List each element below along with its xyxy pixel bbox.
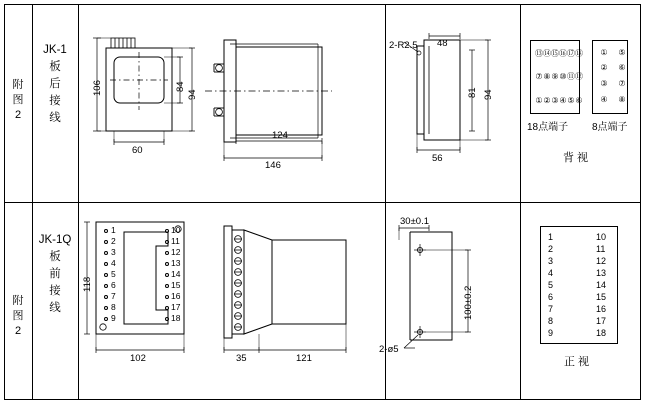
row2-dim-121: 121 <box>296 353 312 364</box>
row1-terminal-label-8: 8点端子 <box>592 122 628 133</box>
row2-front-num-left: 9 <box>111 313 116 323</box>
row1-terminal-num: ⑭ <box>543 49 551 58</box>
row1-terminal-num: ⑬ <box>535 49 543 58</box>
row2-terminal-dot <box>104 295 108 299</box>
row1-terminal-num: ⑰ <box>567 49 575 58</box>
row2-terminal-num-right: 15 <box>596 292 607 302</box>
row1-terminal-label-18: 18点端子 <box>527 122 569 133</box>
row2-name-line3: 接 <box>49 285 61 297</box>
row1-terminal-num: ⑯ <box>559 49 567 58</box>
row1-terminal-num: ⑪ <box>567 72 575 81</box>
row1-name-line1: 板 <box>49 61 61 73</box>
row2-terminal-num-right: 18 <box>596 328 607 338</box>
row2-terminal-num-right: 14 <box>596 280 607 290</box>
row1-tag-line3: 2 <box>14 109 22 121</box>
row2-front-num-right: 11 <box>171 236 180 246</box>
row1-dim-94b: 94 <box>483 89 494 100</box>
row2-tag-line3: 2 <box>14 325 22 337</box>
row2-front-num-right: 18 <box>171 313 181 323</box>
row2-terminal-dot <box>165 306 169 310</box>
row1-dim-94: 94 <box>187 89 198 100</box>
row2-terminal-num-left: 1 <box>548 232 554 242</box>
row2-name-line4: 线 <box>49 302 61 314</box>
row2-terminal-dot <box>165 284 169 288</box>
row1-terminal-num: ⑧ <box>543 72 551 81</box>
row2-terminal-num-right: 10 <box>596 232 607 242</box>
row1-name-line2: 后 <box>49 78 61 90</box>
row2-terminal-dot <box>104 306 108 310</box>
row1-dim-84: 84 <box>175 81 186 92</box>
row1-terminal-num: ⑨ <box>551 72 559 81</box>
row2-terminal-num-right: 12 <box>596 256 607 266</box>
row1-terminal-num: ⑫ <box>575 72 583 81</box>
row2-terminal-num-left: 3 <box>548 256 554 266</box>
row2-terminal-num-left: 4 <box>548 268 554 278</box>
row1-terminal-num: ⑤ <box>567 96 575 105</box>
row2-front-num-left: 5 <box>111 269 116 279</box>
row2-front-num-right: 12 <box>171 247 181 257</box>
row2-front-num-right: 13 <box>171 258 181 268</box>
row2-terminal-num-left: 5 <box>548 280 554 290</box>
row1-terminal-num-8: ⑦ <box>618 79 626 88</box>
row2-terminal-dot <box>104 284 108 288</box>
row1-model-label: JK-1 <box>43 44 67 56</box>
row1-terminal-num: ⑱ <box>575 49 583 58</box>
row2-dim-118: 118 <box>82 276 93 292</box>
row2-terminal-dot <box>165 295 169 299</box>
row1-dim-146: 146 <box>265 160 281 171</box>
row1-terminal-num-8: ③ <box>600 79 608 88</box>
row1-dim-81: 81 <box>467 87 478 98</box>
row2-terminal-dot <box>165 229 169 233</box>
row2-front-num-left: 3 <box>111 247 116 257</box>
row2-terminal-num-left: 2 <box>548 244 554 254</box>
row2-terminal-dot <box>165 317 169 321</box>
row1-terminal-num-8: ① <box>600 48 608 57</box>
row2-dim-100: 100±0.2 <box>463 285 474 320</box>
row2-front-num-right: 17 <box>171 302 181 312</box>
row2-front-num-left: 1 <box>111 225 116 235</box>
row2-front-num-right: 16 <box>171 291 181 301</box>
row2-view-label: 正 视 <box>564 356 590 368</box>
row1-terminal-num-8: ⑤ <box>618 48 626 57</box>
row2-name-line2: 前 <box>49 268 61 280</box>
row2-terminal-dot <box>104 240 108 244</box>
row2-terminal-dot <box>165 273 169 277</box>
row1-name-line4: 线 <box>49 112 61 124</box>
row1-terminal-num-8: ⑧ <box>618 95 626 104</box>
row2-dim-30: 30±0.1 <box>400 216 429 227</box>
row2-terminal-num-right: 16 <box>596 304 607 314</box>
row2-terminal-num-left: 9 <box>548 328 554 338</box>
row2-terminal-dot <box>104 229 108 233</box>
row1-dim-60: 60 <box>132 145 143 156</box>
row2-tag <box>4 294 32 339</box>
row1-dim-124: 124 <box>272 130 288 141</box>
row2-front-num-left: 7 <box>111 291 116 301</box>
row1-dim-56: 56 <box>432 153 443 164</box>
row1-terminal-num: ④ <box>559 96 567 105</box>
row1-name-line3: 接 <box>49 95 61 107</box>
row2-terminal-dot <box>104 273 108 277</box>
row2-terminal-num-left: 8 <box>548 316 554 326</box>
row2-front-num-left: 6 <box>111 280 116 290</box>
row2-front-num-right: 10 <box>171 225 181 235</box>
row2-front-num-left: 2 <box>111 236 116 246</box>
row2-front-num-right: 14 <box>171 269 181 279</box>
row2-dim-102: 102 <box>130 353 146 364</box>
row1-dim-r25: 2-R2.5 <box>389 40 418 51</box>
row1-terminal-num: ⑦ <box>535 72 543 81</box>
row2-front-num-left: 4 <box>111 258 116 268</box>
row2-terminal-dot <box>165 262 169 266</box>
row1-terminal-num: ⑩ <box>559 72 567 81</box>
row2-tag-line1: 附 <box>12 295 24 307</box>
row2-front-num-right: 15 <box>171 280 181 290</box>
row2-terminal-num-left: 6 <box>548 292 554 302</box>
row2-dim-2xo5: 2-ø5 <box>379 344 399 355</box>
row2-name-line1: 板 <box>49 251 61 263</box>
row1-terminal-num: ③ <box>551 96 559 105</box>
row1-terminal-num: ⑮ <box>551 49 559 58</box>
row2-tag-line2: 图 <box>12 310 24 322</box>
row1-tag-line2: 图 <box>12 94 24 106</box>
row1-view-label: 背 视 <box>563 152 589 164</box>
row1-terminal-num: ① <box>535 96 543 105</box>
row2-terminal-dot <box>104 262 108 266</box>
row1-terminal-num-8: ⑥ <box>618 63 626 72</box>
row1-tag-line1: 附 <box>12 79 24 91</box>
row2-terminal-dot <box>165 240 169 244</box>
row2-model-label: JK-1Q <box>38 234 72 246</box>
row2-terminal-dot <box>104 251 108 255</box>
row2-terminal-num-left: 7 <box>548 304 554 314</box>
row2-front-num-left: 8 <box>111 302 116 312</box>
row2-terminal-num-right: 13 <box>596 268 607 278</box>
row2-dim-35: 35 <box>236 353 247 364</box>
row1-terminal-num-8: ② <box>600 63 608 72</box>
row1-dim-48: 48 <box>437 38 448 49</box>
row1-terminal-num: ⑥ <box>575 96 583 105</box>
row2-terminal-num-right: 11 <box>596 244 606 254</box>
row1-terminal-num: ② <box>543 96 551 105</box>
row2-name <box>32 232 78 317</box>
row1-terminal-num-8: ④ <box>600 95 608 104</box>
row2-terminal-dot <box>104 317 108 321</box>
row1-dim-106: 106 <box>92 80 103 96</box>
row2-terminal-num-right: 17 <box>596 316 607 326</box>
row2-terminal-dot <box>165 251 169 255</box>
